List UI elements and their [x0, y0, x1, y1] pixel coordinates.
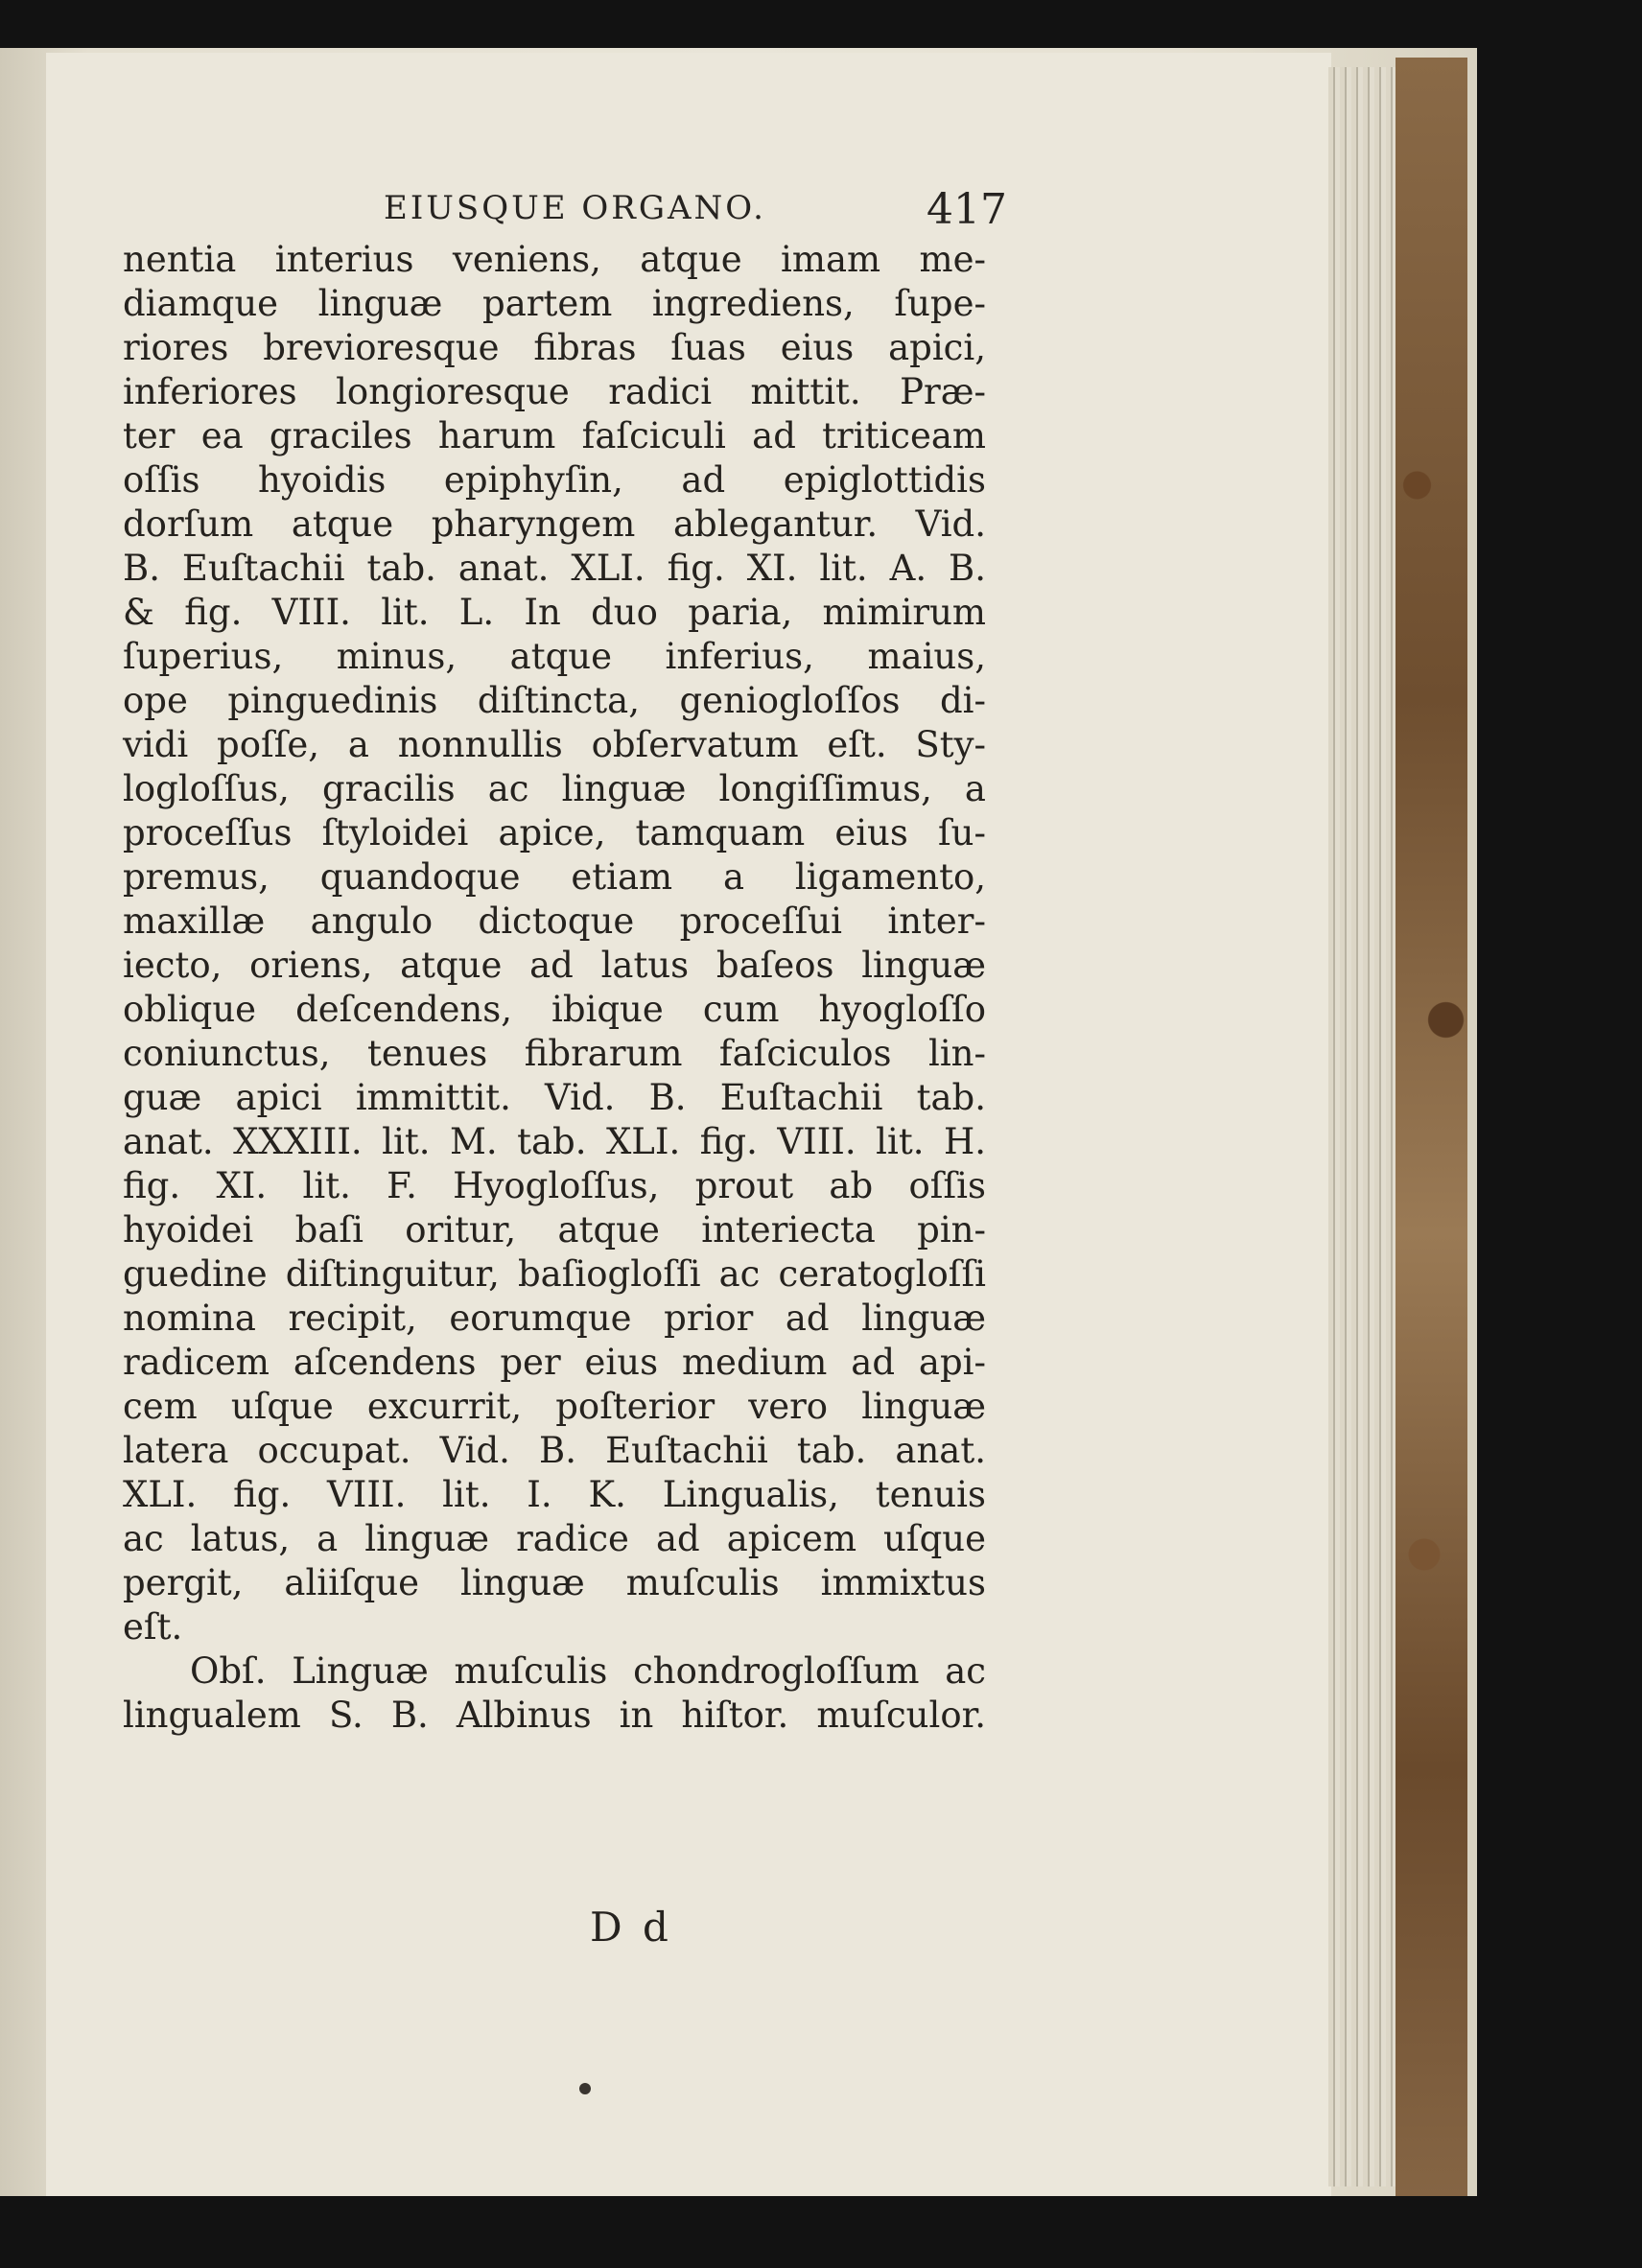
- text-line: eſt.: [123, 1606, 183, 1648]
- text-line: cem uſque excurrit, poſterior vero linguæ: [123, 1386, 986, 1427]
- text-line: vidi poſſe, a nonnullis obſervatum eſt. Sty-: [123, 724, 986, 765]
- text-line: ac latus, a linguæ radice ad apicem uſque: [123, 1518, 986, 1559]
- text-line: pergit, aliiſque linguæ muſculis immixtus: [123, 1562, 986, 1603]
- text-line: diamque linguæ partem ingrediens, ſupe-: [123, 283, 986, 324]
- text-line: nomina recipit, eorumque prior ad linguæ: [123, 1298, 986, 1339]
- running-title: EIUSQUE ORGANO.: [384, 189, 766, 227]
- text-line: ſuperius, minus, atque inferius, maius,: [123, 636, 986, 677]
- text-line: coniunctus, tenues fibrarum faſciculos lin-: [123, 1033, 986, 1074]
- text-line: anat. XXXIII. lit. M. tab. XLI. fig. VIII. lit. H.: [123, 1121, 986, 1162]
- marbled-cover: [1396, 58, 1467, 2196]
- body-text: [123, 238, 986, 1738]
- text-line: dorſum atque pharyngem ablegantur. Vid.: [123, 503, 986, 545]
- text-line: oſſis hyoidis epiphyſin, ad epiglottidis: [123, 459, 986, 501]
- text-line: ter ea graciles harum faſciculi ad triticeam: [123, 415, 986, 456]
- text-line: riores brevioresque fibras ſuas eius apici,: [123, 327, 986, 368]
- text-line: XLI. fig. VIII. lit. I. K. Lingualis, tenuis: [123, 1474, 986, 1515]
- text-line: latera occupat. Vid. B. Euſtachii tab. anat.: [123, 1430, 986, 1471]
- text-line: guæ apici immittit. Vid. B. Euſtachii tab.: [123, 1077, 986, 1118]
- text-line: hyoidei baſi oritur, atque interiecta pin-: [123, 1209, 986, 1251]
- text-line: fig. XI. lit. F. Hyogloſſus, prout ab oſſis: [123, 1165, 986, 1206]
- text-line: premus, quandoque etiam a ligamento,: [123, 856, 986, 898]
- text-line: B. Euſtachii tab. anat. XLI. fig. XI. lit. A. B.: [123, 548, 986, 589]
- text-line: nentia interius veniens, atque imam me-: [123, 239, 986, 280]
- text-line: & fig. VIII. lit. L. In duo paria, mimirum: [123, 592, 986, 633]
- text-line: logloſſus, gracilis ac linguæ longiſſimus, a: [123, 768, 986, 809]
- running-head: [374, 187, 1007, 235]
- page-number: 417: [927, 185, 1007, 234]
- page-edges: [1328, 67, 1396, 2186]
- text-line: oblique deſcendens, ibique cum hyogloſſo: [123, 989, 986, 1030]
- text-line: guedine diſtinguitur, baſiogloſſi ac ceratogloſſi: [123, 1253, 986, 1295]
- text-line: proceſſus ſtyloidei apice, tamquam eius ſu-: [123, 812, 986, 853]
- obs-line: Obſ. Linguæ muſculis chondrogloſſum ac: [190, 1650, 986, 1692]
- obs-line: lingualem S. B. Albinus in hiſtor. muſculor.: [123, 1695, 986, 1736]
- ink-speck: [579, 2083, 591, 2094]
- text-line: inferiores longioresque radici mittit. Præ-: [123, 371, 986, 412]
- text-line: ope pinguedinis diſtincta, geniogloſſos di-: [123, 680, 986, 721]
- signature-mark: D d: [590, 1904, 672, 1951]
- text-line: radicem aſcendens per eius medium ad api-: [123, 1342, 986, 1383]
- text-line: maxillæ angulo dictoque proceſſui inter-: [123, 900, 986, 942]
- text-line: iecto, oriens, atque ad latus baſeos linguæ: [123, 945, 986, 986]
